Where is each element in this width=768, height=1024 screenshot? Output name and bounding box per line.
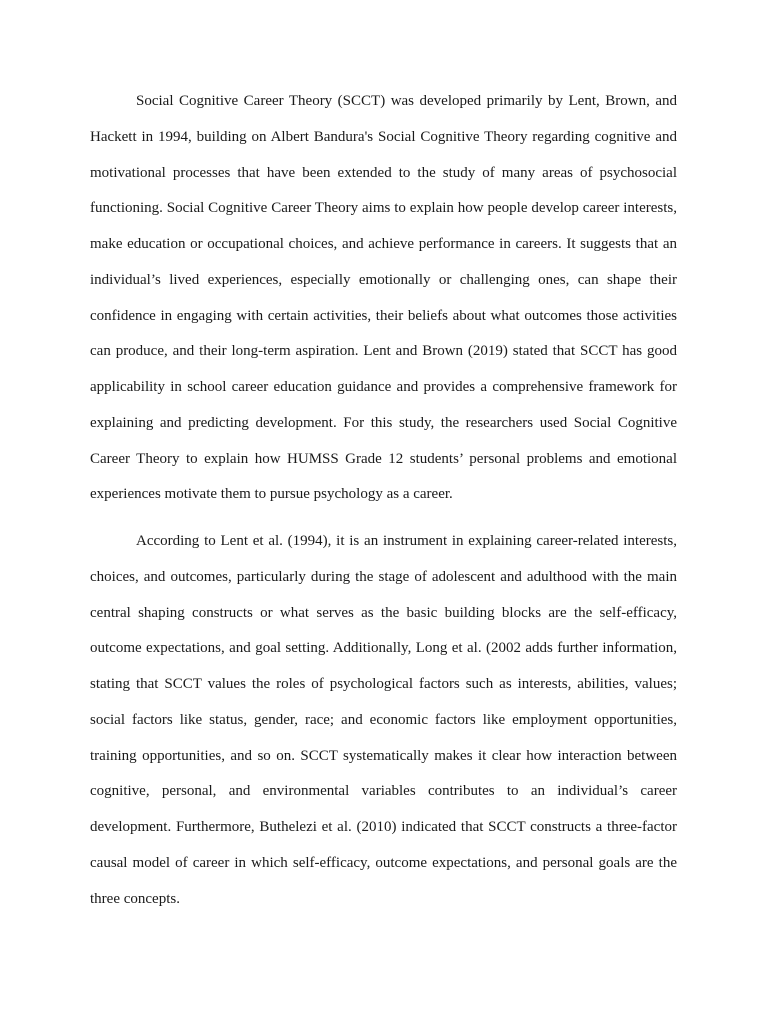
paragraph-scct-overview: Social Cognitive Career Theory (SCCT) was developed primarily by Lent, Brown, and Hackett in 1994, building on Albert Bandura's Social Cognitive Theory regarding cognitive and motivational processes that have been extended to the study of many areas of psychosocial functioning. Social Cognitive Career Theory aims to explain how people develop career interests, make education or occupational choices, and achieve performance in careers. It suggests that an individual’s lived experiences, especially emotionally or challenging ones, can shape their confidence in engaging with certain activities, their beliefs about what outcomes those activities can produce, and their long-term aspiration. Lent and Brown (2019) stated that SCCT has good applicability in school career education guidance and provides a comprehensive framework for explaining and predicting development. For this study, the researchers used Social Cognitive Career Theory to explain how HUMSS Grade 12 students’ personal problems and emotional experiences motivate them to pursue psychology as a career. — [90, 93, 677, 503]
paragraph-scct-constructs: According to Lent et al. (1994), it is an instrument in explaining career-related interests, choices, and outcomes, particularly during the stage of adolescent and adulthood with the main central shaping constructs or what serves as the basic building blocks are the self-efficacy, outcome expectations, and goal setting. Additionally, Long et al. (2002 adds further information, stating that SCCT values the roles of psychological factors such as interests, abilities, values; social factors like status, gender, race; and economic factors like employment opportunities, training opportunities, and so on. SCCT systematically makes it clear how interaction between cognitive, personal, and environmental variables contributes to an individual’s career development. Furthermore, Buthelezi et al. (2010) indicated that SCCT constructs a three-factor causal model of career in which self-efficacy, outcome expectations, and personal goals are the three concepts. — [90, 533, 677, 907]
body-text — [90, 84, 677, 917]
